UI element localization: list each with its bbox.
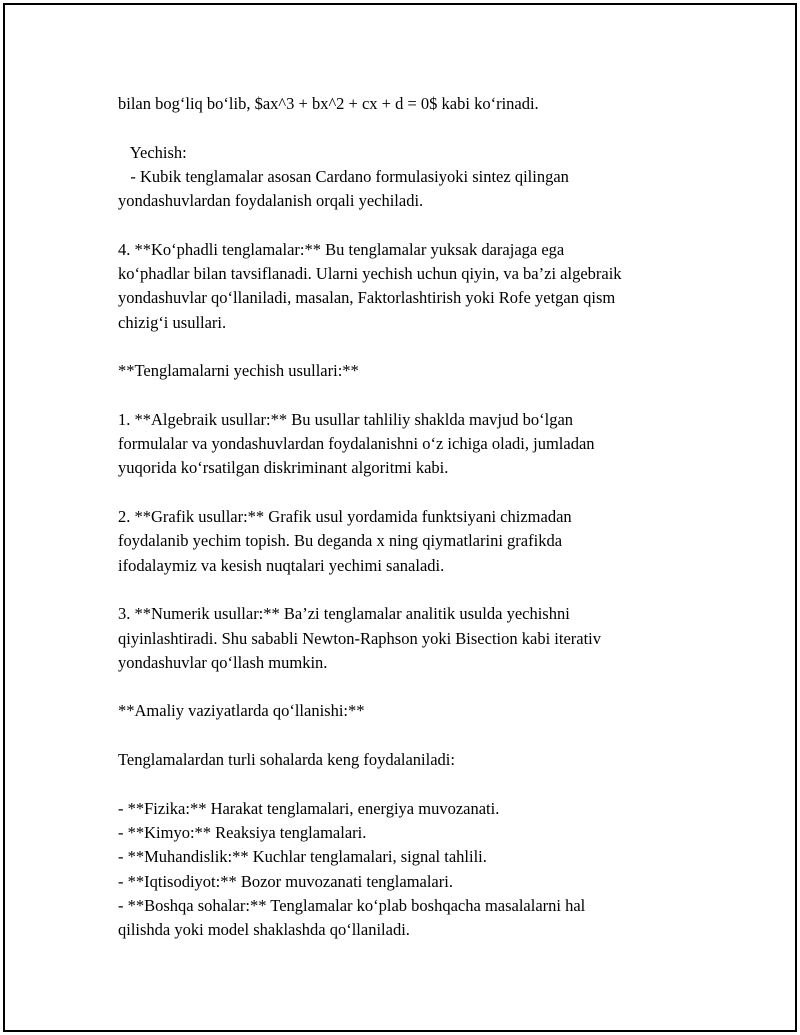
blank-line: [118, 724, 678, 748]
text-line: yondashuvlar qo‘llash mumkin.: [118, 652, 328, 672]
text-line: qiyinlashtiradi. Shu sababli Newton-Raphson yoki Bisection kabi iterativ: [118, 628, 602, 648]
blank-line: [118, 772, 678, 796]
blank-line: [118, 578, 678, 602]
document-body: [118, 92, 678, 942]
text-line: yuqorida ko‘rsatilgan diskriminant algoritmi kabi.: [118, 458, 449, 478]
text-line: yondashuvlar qo‘llaniladi, masalan, Faktorlashtirish yoki Rofe yetgan qism: [118, 288, 616, 308]
text-line: Yechish:: [118, 142, 187, 162]
list-item: - **Boshqa sohalar:** Tenglamalar ko‘plab boshqacha masalalarni hal: [118, 895, 586, 915]
list-item: - **Muhandislik:** Kuchlar tenglamalari, signal tahlili.: [118, 847, 487, 867]
text-line: 1. **Algebraik usullar:** Bu usullar tahliliy shaklda mavjud bo‘lgan: [118, 409, 574, 429]
blank-line: [118, 116, 678, 140]
text-line: bilan bog‘liq bo‘lib, $ax^3 + bx^2 + cx + d = 0$ kabi ko‘rinadi.: [118, 94, 539, 113]
blank-line: [118, 384, 678, 408]
list-item: - **Iqtisodiyot:** Bozor muvozanati tenglamalari.: [118, 871, 453, 891]
text-line: 2. **Grafik usullar:** Grafik usul yordamida funktsiyani chizmadan: [118, 507, 572, 527]
text-line: ifodalaymiz va kesish nuqtalari yechimi sanaladi.: [118, 555, 445, 575]
text-line: qilishda yoki model shaklashda qo‘llaniladi.: [118, 920, 410, 940]
text-line: formulalar va yondashuvlardan foydalanishni o‘z ichiga oladi, jumladan: [118, 434, 595, 454]
text-line: - Kubik tenglamalar asosan Cardano formulasiyoki sintez qilingan: [118, 166, 569, 186]
section-heading: **Tenglamalarni yechish usullari:**: [118, 361, 359, 381]
text-line: ko‘phadlar bilan tavsiflanadi. Ularni yechish uchun qiyin, va ba’zi algebraik: [118, 264, 622, 284]
text-line: chizig‘i usullari.: [118, 312, 227, 332]
text-line: 3. **Numerik usullar:** Ba’zi tenglamalar analitik usulda yechishni: [118, 604, 570, 624]
list-item: - **Fizika:** Harakat tenglamalari, energiya muvozanati.: [118, 798, 500, 818]
blank-line: [118, 335, 678, 359]
text-line: 4. **Ko‘phadli tenglamalar:** Bu tenglamalar yuksak darajaga ega: [118, 239, 565, 259]
list-item: - **Kimyo:** Reaksiya tenglamalari.: [118, 822, 367, 842]
text-line: yondashuvlardan foydalanish orqali yechiladi.: [118, 191, 424, 211]
blank-line: [118, 213, 678, 237]
text-line: Tenglamalardan turli sohalarda keng foydalaniladi:: [118, 750, 455, 770]
blank-line: [118, 481, 678, 505]
blank-line: [118, 675, 678, 699]
text-line: foydalanib yechim topish. Bu deganda x ning qiymatlarini grafikda: [118, 531, 563, 551]
section-heading: **Amaliy vaziyatlarda qo‘llanishi:**: [118, 701, 365, 721]
